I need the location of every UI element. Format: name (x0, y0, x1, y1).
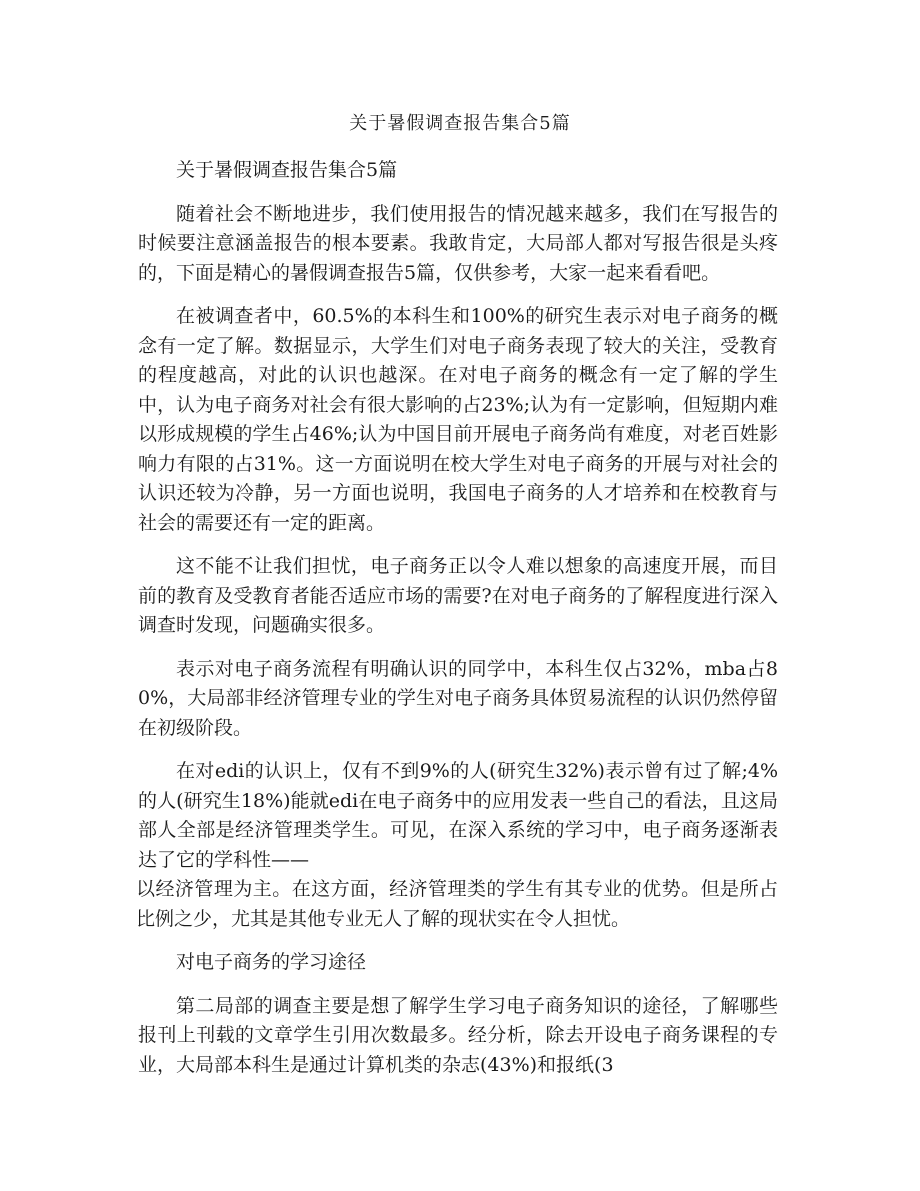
intro-paragraph: 随着社会不断地进步，我们使用报告的情况越来越多，我们在写报告的时候要注意涵盖报告的根本要素。我敢肯定，大局部人都对写报告很是头疼的，下面是精心的暑假调查报告5篇，仅供参考，大家一起来看看吧。 (138, 202, 778, 284)
learning-channel-paragraph: 第二局部的调查主要是想了解学生学习电子商务知识的途径，了解哪些报刊上刊载的文章学生引用次数最多。经分析，除去开设电子商务课程的专业，大局部本科生是通过计算机类的杂志(43%)和报纸(3 (138, 994, 778, 1076)
concern-paragraph: 这不能不让我们担忧，电子商务正以令人难以想象的高速度开展，而目前的教育及受教育者能否适应市场的需要?在对电子商务的了解程度进行深入调查时发现，问题确实很多。 (138, 555, 778, 636)
edi-paragraph-part-a: 在对edi的认识上，仅有不到9%的人(研究生32%)表示曾有过了解;4%的人(研究生18%)能就edi在电子商务中的应用发表一些自己的看法，且这局部人全部是经济管理类学生。可见，在深入系统的学习中，电子商务逐渐表达了它的学科性—— (138, 760, 778, 871)
edi-paragraph (138, 757, 778, 934)
document-title: 关于暑假调查报告集合5篇 (349, 113, 571, 134)
document-subtitle: 关于暑假调查报告集合5篇 (176, 159, 398, 181)
survey-concept-paragraph: 在被调查者中，60.5%的本科生和100%的研究生表示对电子商务的概念有一定了解。数据显示，大学生们对电子商务表现了较大的关注，受教育的程度越高，对此的认识也越深。在对电子商务的概念有一定了解的学生中，认为电子商务对社会有很大影响的占23%;认为有一定影响，但短期内难以形成规模的学生占46%;认为中国目前开展电子商务尚有难度，对老百姓影响力有限的占31%。这一方面说明在校大学生对电子商务的开展与对社会的认识还较为冷静，另一方面也说明，我国电子商务的人才培养和在校教育与社会的需要还有一定的距离。 (138, 305, 778, 534)
edi-paragraph-part-b: 以经济管理为主。在这方面，经济管理类的学生有其专业的优势。但是所占比例之少，尤其是其他专业无人了解的现状实在令人担忧。 (136, 878, 778, 930)
process-paragraph: 表示对电子商务流程有明确认识的同学中，本科生仅占32%，mba占80%，大局部非经济管理专业的学生对电子商务具体贸易流程的认识仍然停留在初级阶段。 (138, 657, 778, 739)
document-body (138, 156, 778, 1094)
section-heading: 对电子商务的学习途径 (176, 951, 367, 973)
